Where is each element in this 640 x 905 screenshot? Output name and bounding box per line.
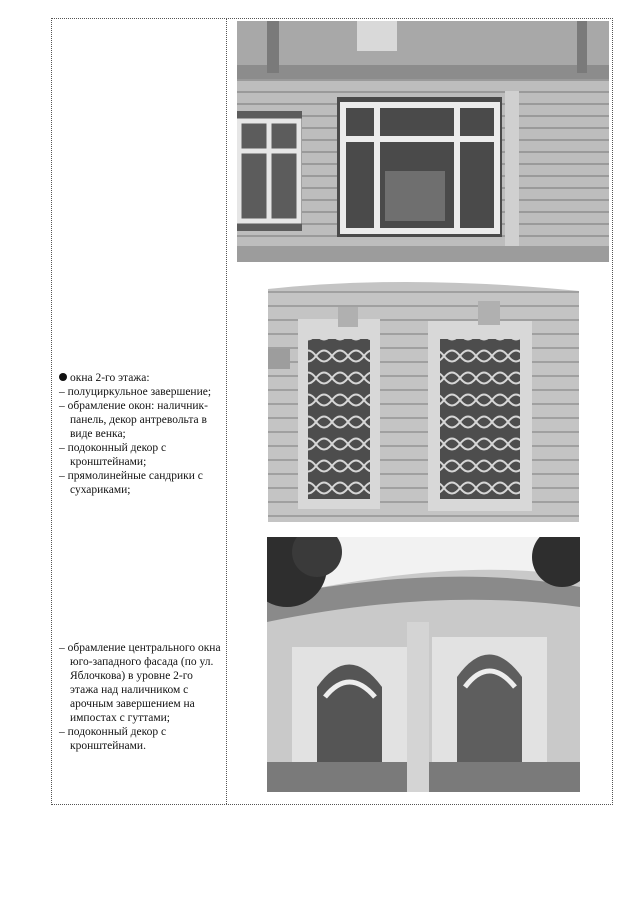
bullet-icon bbox=[59, 373, 67, 381]
list-item: – обрамление центрального окна юго-западного фасада (по ул. Яблочкова) в уровне 2-го этажа над наличником с арочным завершением на импостах с гуттами; bbox=[59, 642, 221, 724]
list-item: – обрамление окон: наличник-панель, декор антревольта в виде венка; bbox=[59, 400, 208, 440]
text-block-central-window bbox=[59, 641, 224, 753]
facade-windows-photo bbox=[237, 21, 609, 262]
arched-windows-photo bbox=[267, 537, 580, 792]
list-item: – подоконный декор с кронштейнами. bbox=[59, 726, 167, 752]
text-block-windows bbox=[59, 371, 224, 497]
list-item: – полуциркульное завершение; bbox=[59, 386, 212, 398]
column-divider bbox=[226, 19, 227, 804]
block-heading: окна 2-го этажа: bbox=[70, 372, 150, 384]
document-table bbox=[51, 18, 613, 805]
list-item: – подоконный декор с кронштейнами; bbox=[59, 442, 167, 468]
list-item: – прямолинейные сандрики с сухариками; bbox=[59, 470, 203, 496]
grilled-windows-photo bbox=[268, 279, 579, 522]
